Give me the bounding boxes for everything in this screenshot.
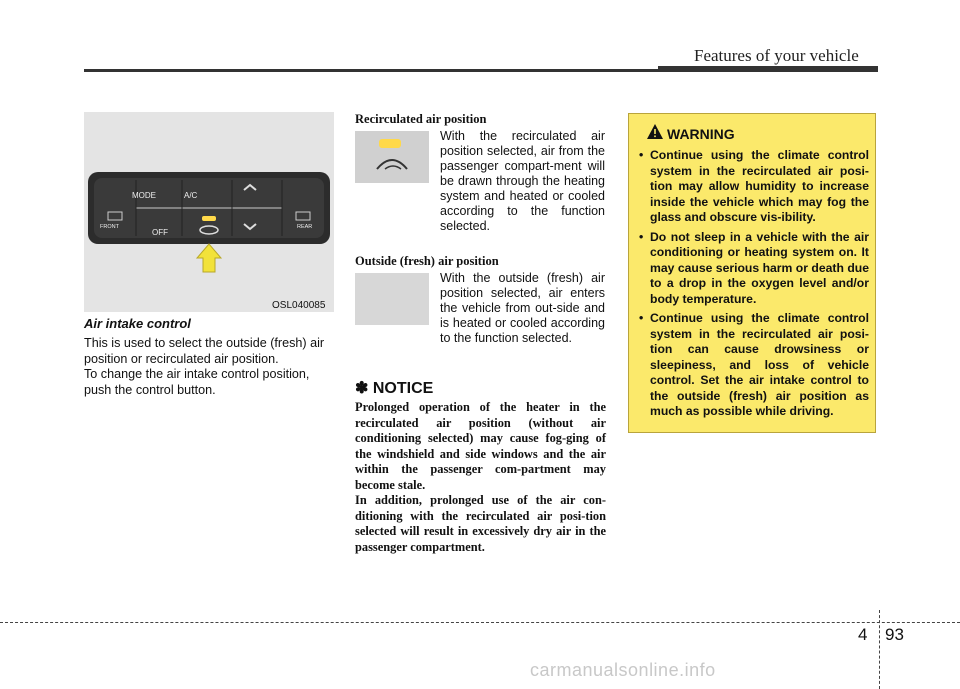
outside-air-button-image (355, 273, 429, 325)
warning-item: • Do not sleep in a vehicle with the air conditioning or heating system on. It may cause serious harm or death due to a drop in the oxygen level and/or body temperature. (639, 230, 869, 308)
footer-rule (0, 622, 960, 623)
warning-title: WARNING (667, 126, 735, 142)
front-defrost-label: FRONT (100, 224, 119, 230)
figure-caption: OSL040085 (272, 300, 326, 311)
intro-paragraph: This is used to select the outside (fresh) air position or recirculated air position. (84, 336, 325, 366)
notice-body (355, 400, 606, 555)
off-button-label: OFF (152, 228, 168, 237)
notice-paragraph: In addition, prolonged use of the air con-ditioning with the recirculated air posi-tion selected will result in excessively dry air in the passenger compartment. (355, 493, 606, 554)
notice-paragraph: Prolonged operation of the heater in the recirculated air position (without air conditioning selected) may cause fog-ging of the windshield and side windows and the air within the passenger com-partment may become stale. (355, 400, 606, 492)
recirculated-description: With the recirculated air position selected, air from the passenger compart-ment will be drawn through the heating system and heated or cooled according to the function selected. (440, 129, 605, 233)
recirculated-icon (355, 131, 429, 183)
warning-list (639, 148, 869, 424)
warning-item: • Continue using the climate control system in the recirculated air posi-tion can cause drowsiness or sleepiness, and loss of vehicle control. Set the air intake control to the outside (fresh) air position as much as possible while driving. (639, 311, 869, 420)
header-rule-accent (658, 66, 878, 72)
page-number: 93 (885, 625, 904, 644)
chapter-number: 4 (858, 625, 868, 644)
warning-item: • Continue using the climate control system in the recirculated air posi-tion may allow humidity to increase inside the vehicle which may fog the glass and obscure vis-ibility. (639, 148, 869, 226)
rear-defrost-label: REAR (297, 224, 313, 230)
footer-divider (879, 610, 880, 689)
notice-title: ✽ NOTICE (355, 380, 434, 397)
recirculated-heading: Recirculated air position (355, 112, 487, 126)
section-title: Air intake control (84, 316, 191, 331)
instruction-paragraph: To change the air intake control position, push the control button. (84, 367, 310, 397)
recirculated-button-image (355, 131, 429, 183)
warning-box (628, 113, 876, 433)
outside-air-heading: Outside (fresh) air position (355, 254, 499, 268)
page-header-title: Features of your vehicle (694, 46, 859, 65)
mode-button-label: MODE (132, 191, 156, 200)
climate-panel-illustration (84, 112, 334, 312)
outside-air-description: With the outside (fresh) air position selected, air enters the vehicle from out-side and is heated or cooled according to the function selected. (440, 271, 605, 345)
climate-panel-figure (84, 112, 334, 312)
ac-button-label: A/C (184, 191, 198, 200)
watermark: carmanualsonline.info (530, 660, 716, 680)
warning-triangle-icon (647, 124, 663, 139)
